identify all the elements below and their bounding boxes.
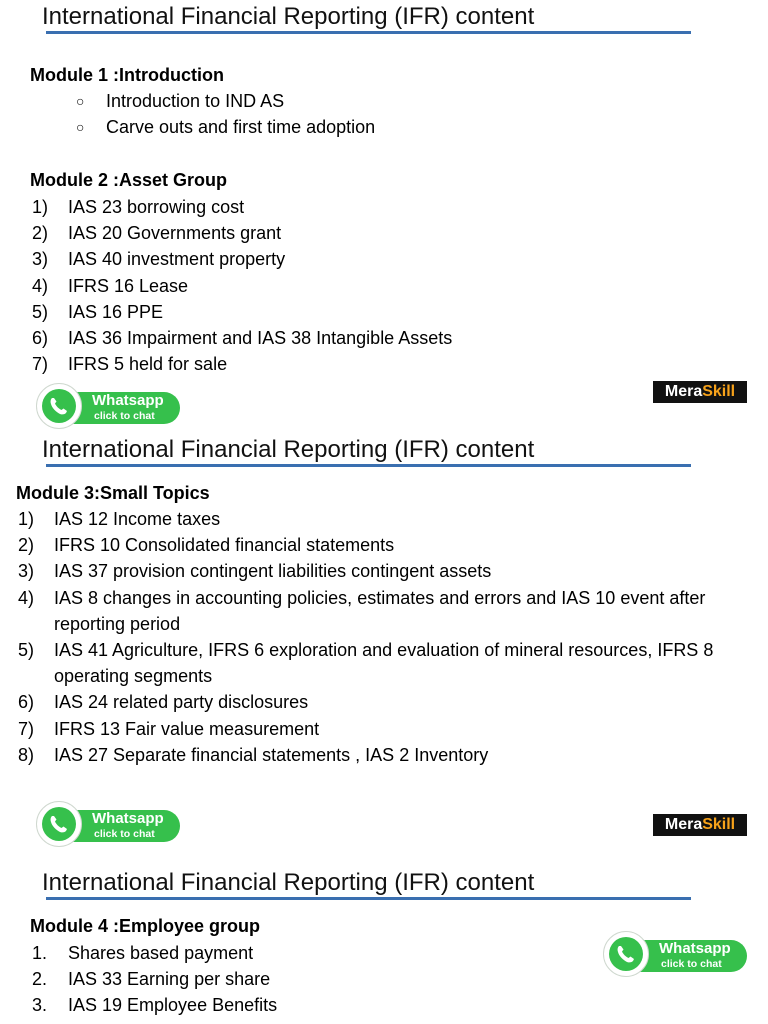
whatsapp-phone-icon	[36, 383, 82, 429]
list-item: 6) IAS 36 Impairment and IAS 38 Intangible Assets	[32, 328, 453, 349]
module-2-list	[32, 194, 732, 377]
list-item: 2) IFRS 10 Consolidated financial statements	[18, 535, 395, 556]
whatsapp-chat-button[interactable]	[36, 801, 182, 849]
bullet-marker: ○	[76, 93, 85, 109]
whatsapp-sublabel: click to chat	[94, 410, 155, 422]
section-title-1: International Financial Reporting (IFR) content	[42, 3, 535, 30]
list-item: 8) IAS 27 Separate financial statements , IAS 2 Inventory	[18, 744, 489, 765]
list-item: 2) IAS 20 Governments grant	[32, 223, 282, 244]
list-item: 1. Shares based payment	[32, 943, 254, 963]
list-item: 5) IAS 41 Agriculture, IFRS 6 exploration and evaluation of mineral resources, IFRS 8 operating segments	[18, 640, 714, 687]
list-item: 3) IAS 40 investment property	[32, 249, 286, 270]
list-item: 5) IAS 16 PPE	[32, 301, 164, 322]
list-item: 1) IAS 23 borrowing cost	[32, 197, 245, 217]
whatsapp-chat-button[interactable]	[36, 383, 182, 431]
whatsapp-sublabel: click to chat	[94, 828, 155, 840]
section-title-3: International Financial Reporting (IFR) content	[42, 869, 535, 896]
meraskill-logo: MeraSkill	[653, 814, 747, 836]
whatsapp-phone-icon	[603, 931, 649, 977]
list-item: 4) IFRS 16 Lease	[32, 275, 189, 296]
title-underline-2	[46, 464, 691, 467]
whatsapp-chat-button[interactable]	[603, 931, 749, 979]
list-item: 7) IFRS 13 Fair value measurement	[18, 718, 320, 739]
whatsapp-label: Whatsapp	[92, 392, 164, 409]
meraskill-logo: MeraSkill	[653, 381, 747, 403]
whatsapp-sublabel: click to chat	[661, 958, 722, 970]
list-item: 1) IAS 12 Income taxes	[18, 509, 221, 529]
module-3-list	[18, 506, 754, 768]
list-item: ○ Carve outs and first time adoption	[76, 114, 676, 140]
list-item: 4) IAS 8 changes in accounting policies, estimates and errors and IAS 10 event after reporting period	[18, 587, 706, 634]
list-item: 3. IAS 19 Employee Benefits	[32, 995, 278, 1016]
list-item: 2. IAS 33 Earning per share	[32, 969, 271, 990]
module-3-heading: Module 3:Small Topics	[16, 483, 210, 503]
module-1-heading: Module 1 :Introduction	[30, 65, 224, 85]
list-item: 7) IFRS 5 held for sale	[32, 354, 228, 375]
title-underline-1	[46, 31, 691, 34]
list-item: 6) IAS 24 related party disclosures	[18, 692, 309, 713]
module-4-heading: Module 4 :Employee group	[30, 916, 261, 936]
module-1-list	[76, 88, 676, 140]
title-underline-3	[46, 897, 691, 900]
module-2-heading: Module 2 :Asset Group	[30, 170, 228, 190]
section-title-2: International Financial Reporting (IFR) content	[42, 436, 535, 463]
list-item: ○ Introduction to IND AS	[76, 88, 676, 114]
module-4-list	[32, 940, 552, 1019]
list-item: 3) IAS 37 provision contingent liabilities contingent assets	[18, 561, 492, 582]
whatsapp-label: Whatsapp	[659, 940, 731, 957]
whatsapp-phone-icon	[36, 801, 82, 847]
whatsapp-label: Whatsapp	[92, 810, 164, 827]
bullet-marker: ○	[76, 119, 85, 136]
